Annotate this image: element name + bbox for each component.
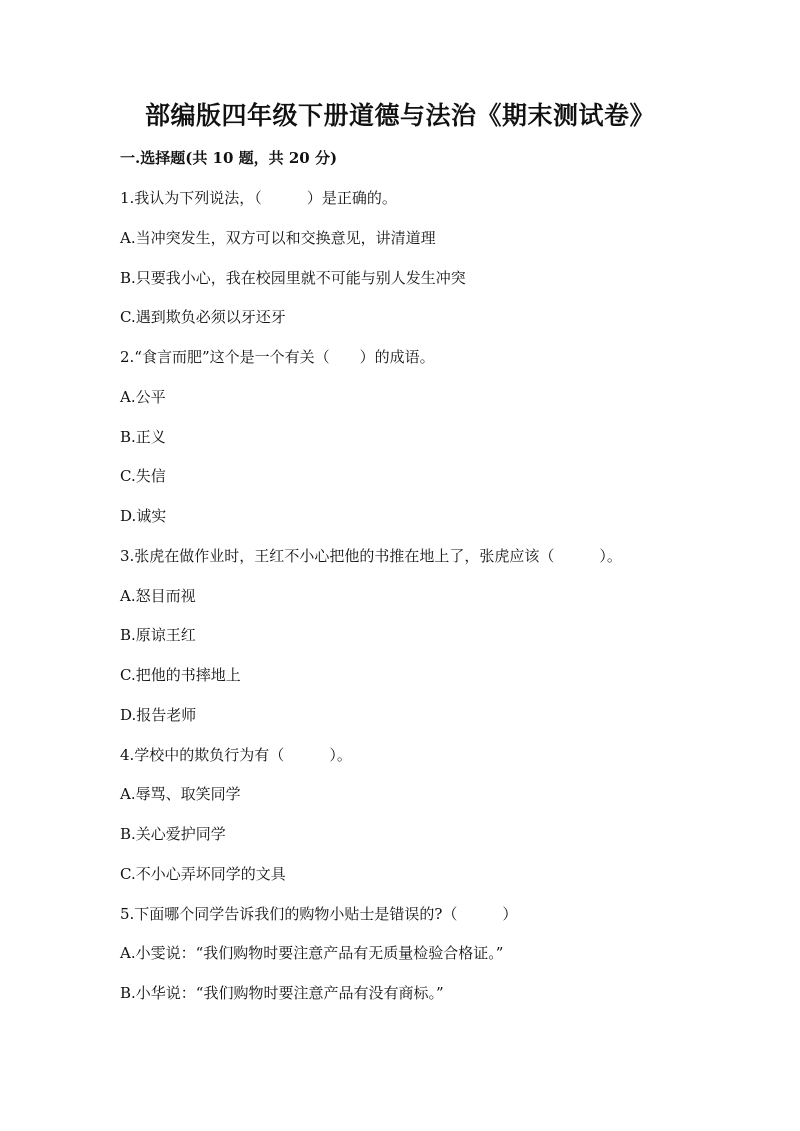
q2-option-b: B.正义 <box>120 428 166 446</box>
question-3: 3.张虎在做作业时，王红不小心把他的书推在地上了，张虎应该（ ）。 <box>120 547 622 565</box>
page-title: 部编版四年级下册道德与法治《期末测试卷》 <box>144 101 655 130</box>
q2-option-c: C.失信 <box>120 467 166 485</box>
q3-option-c: C.把他的书摔地上 <box>120 666 241 684</box>
q3-option-a: A.怒目而视 <box>120 587 196 605</box>
question-4: 4.学校中的欺负行为有（ ）。 <box>120 746 352 764</box>
section-heading: 一.选择题(共 10 题，共 20 分) <box>120 149 338 167</box>
q1-option-a: A.当冲突发生，双方可以和交换意见，讲清道理 <box>120 229 436 247</box>
q1-option-c: C.遇到欺负必须以牙还牙 <box>120 308 286 326</box>
q5-option-b: B.小华说：“我们购物时要注意产品有没有商标。” <box>120 984 444 1002</box>
question-2: 2.“食言而肥”这个是一个有关（ ）的成语。 <box>120 348 435 366</box>
q4-option-a: A.辱骂、取笑同学 <box>120 785 241 803</box>
q4-option-b: B.关心爱护同学 <box>120 825 226 843</box>
question-5: 5.下面哪个同学告诉我们的购物小贴士是错误的?（ ） <box>120 905 518 923</box>
q3-option-b: B.原谅王红 <box>120 626 196 644</box>
q2-option-a: A.公平 <box>120 388 166 406</box>
q5-option-a: A.小雯说：“我们购物时要注意产品有无质量检验合格证。” <box>120 944 504 962</box>
q3-option-d: D.报告老师 <box>120 706 197 724</box>
q1-option-b: B.只要我小心，我在校园里就不可能与别人发生冲突 <box>120 269 466 287</box>
q4-option-c: C.不小心弄坏同学的文具 <box>120 865 286 883</box>
question-1: 1.我认为下列说法，（ ）是正确的。 <box>120 189 397 207</box>
q2-option-d: D.诚实 <box>120 507 167 525</box>
